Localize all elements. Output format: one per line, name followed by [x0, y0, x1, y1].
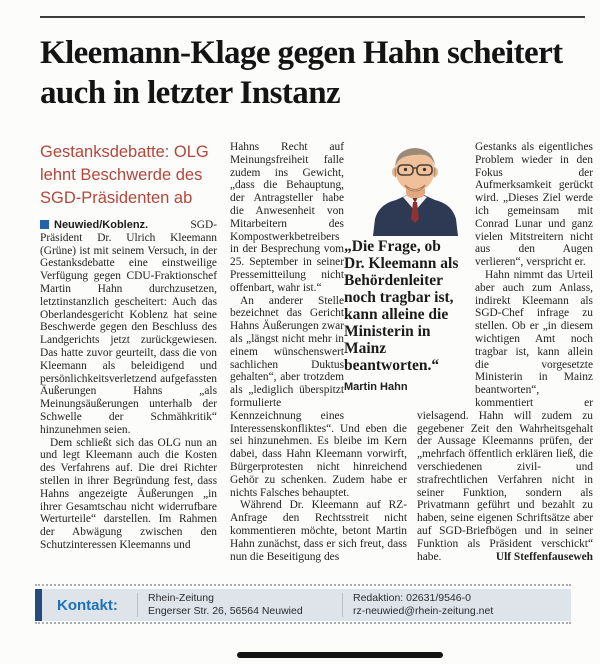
pull-quote: „Die Frage, ob Dr. Kleemann als Behördenleiter noch tragbar ist, kann alleine die Ministerin in Mainz beantworten.“ [344, 238, 459, 374]
body-paragraph: Hahns Recht auf Meinungsfreiheit falle zudem ins Gewicht, „dass die Behauptung, der Antragsteller habe die Anwesenheit von Mitarbeitern des Kompostwerkbetreibers in der Besprechung vom 25. September in seiner Pressemitteilung nicht offenbart, wahr ist.“ [230, 141, 344, 294]
body-paragraph: An anderer Stelle bezeichnet das Gericht Hahns Äußerungen zwar als „längst nicht mehr in einem wünschenswert sachlichen Duktus gehalten“, aber trotzdem als „lediglich überspitzt formulierte Kennzeichnung eines Interessenskonfliktes“. Und eben die sei hinzunehmen. Es bleibe im Kern dabei, dass Hahn Kleemann vorwirft, Bürgerprotesten nicht hinreichend Gehör zu schenken. Zudem habe er nichts Falsches behauptet. [230, 294, 407, 499]
redaktion-block [343, 592, 573, 618]
body-paragraph: Hahn nimmt das Urteil aber auch zum Anlass, indirekt Kleemann als SGD-Chef infrage zu stellen. Ob er „in diesem wichtigen Amt noch tragbar ist, kann allein die vorgesetzte Ministerin in Mainz beantworten“, kommentiert er vielsagend. Hahn will zudem zu gegebener Zeit den Wahrheitsgehalt der Aussage Kleemanns prüfen, der „mehrfach öffentlich erklären ließ, die verschiedenen zivil- und strafrechtlichen Verfahren nicht in seiner Funktion, sondern als Privatmann geführt und bezahlt zu haben, seine eigenen Schriftsätze aber auf SGD-Briefbögen und in seiner Funktion als Präsident verschickt“ habe. [417, 268, 593, 563]
footer-divider-bottom [35, 622, 571, 624]
footer-divider-top [35, 584, 571, 586]
photo-quote-inset [344, 145, 465, 393]
contact-label: Kontakt: [57, 596, 118, 614]
author-byline: Ulf Steffenfauseweh [495, 550, 593, 563]
portrait-photo [367, 145, 464, 236]
dateline: Neuwied/Koblenz. [54, 219, 149, 231]
contact-bar [35, 589, 571, 621]
headline: Kleemann-Klage gegen Hahn scheitert auch in letzter Instanz [40, 35, 563, 111]
body-text: SGD-Präsident Dr. Ulrich Kleemann (Grüne) ist mit seinem Versuch, in der Gestanksdebatte eine einstweilige Verfügung gegen CDU-Fraktionschef Martin Hahn durchzusetzen, letztinstanzlich gescheitert: Auch das Oberlandesgericht Koblenz hat seine Beschwerde gegen den Beschluss des Landgerichts jetzt zurückgewiesen. Das hatte zuvor geurteilt, dass die von Kleemann als beleidigend und persönlichkeitsverletzend aufgefassten Äußerungen Hahns „als Meinungsäußerungen unterhalb der Schwelle der Schmähkritik“ hinzunehmen seien. [40, 219, 217, 436]
redaktion-email: rz-neuwied@rhein-zeitung.net [353, 605, 494, 617]
deck-subheadline: Gestanksdebatte: OLG lehnt Beschwerde des SGD-Präsidenten ab [40, 143, 209, 207]
contact-bar-stripe [35, 589, 42, 621]
body-paragraph: Während Dr. Kleemann auf RZ-Anfrage den Rechtsstreit nicht kommentieren möchte, betont Martin Hahn zunächst, dass er sich freut, dass nun die Beseitigung des [230, 499, 407, 563]
article-column-1 [40, 219, 217, 567]
top-rule [40, 16, 585, 18]
dateline-bullet-icon [40, 220, 49, 229]
publisher-street: Engerser Str. 26, 56564 Neuwied [148, 605, 303, 617]
publisher-name: Rhein-Zeitung [148, 592, 214, 604]
home-indicator-handle[interactable] [237, 652, 443, 658]
body-paragraph: Gestanks als eigentliches Problem wieder in den Fokus der Aufmerksamkeit gerückt wird. „Dieses Ziel werde ich gemeinsam mit Conrad Lunar und ganz vielen Mitstreitern nicht aus den Augen verlieren“, verspricht er. [475, 141, 593, 269]
publisher-address-block [138, 592, 342, 618]
redaktion-phone: Redaktion: 02631/9546-0 [353, 592, 471, 604]
lead-paragraph [40, 219, 217, 437]
body-paragraph: Dem schließt sich das OLG nun an und legt Kleemann auch die Kosten des Verfahrens auf. Die drei Richter stellen in ihrer Begründung fest, dass Hahns angezeigte Äußerungen „in ihrer Gesamtschau nicht widerrufbare Werturteile“ darstellen. Im Rahmen der Abwägung zwischen den Schutzinteressen Kleemanns und [40, 436, 217, 551]
pull-quote-attribution: Martin Hahn [344, 381, 408, 393]
